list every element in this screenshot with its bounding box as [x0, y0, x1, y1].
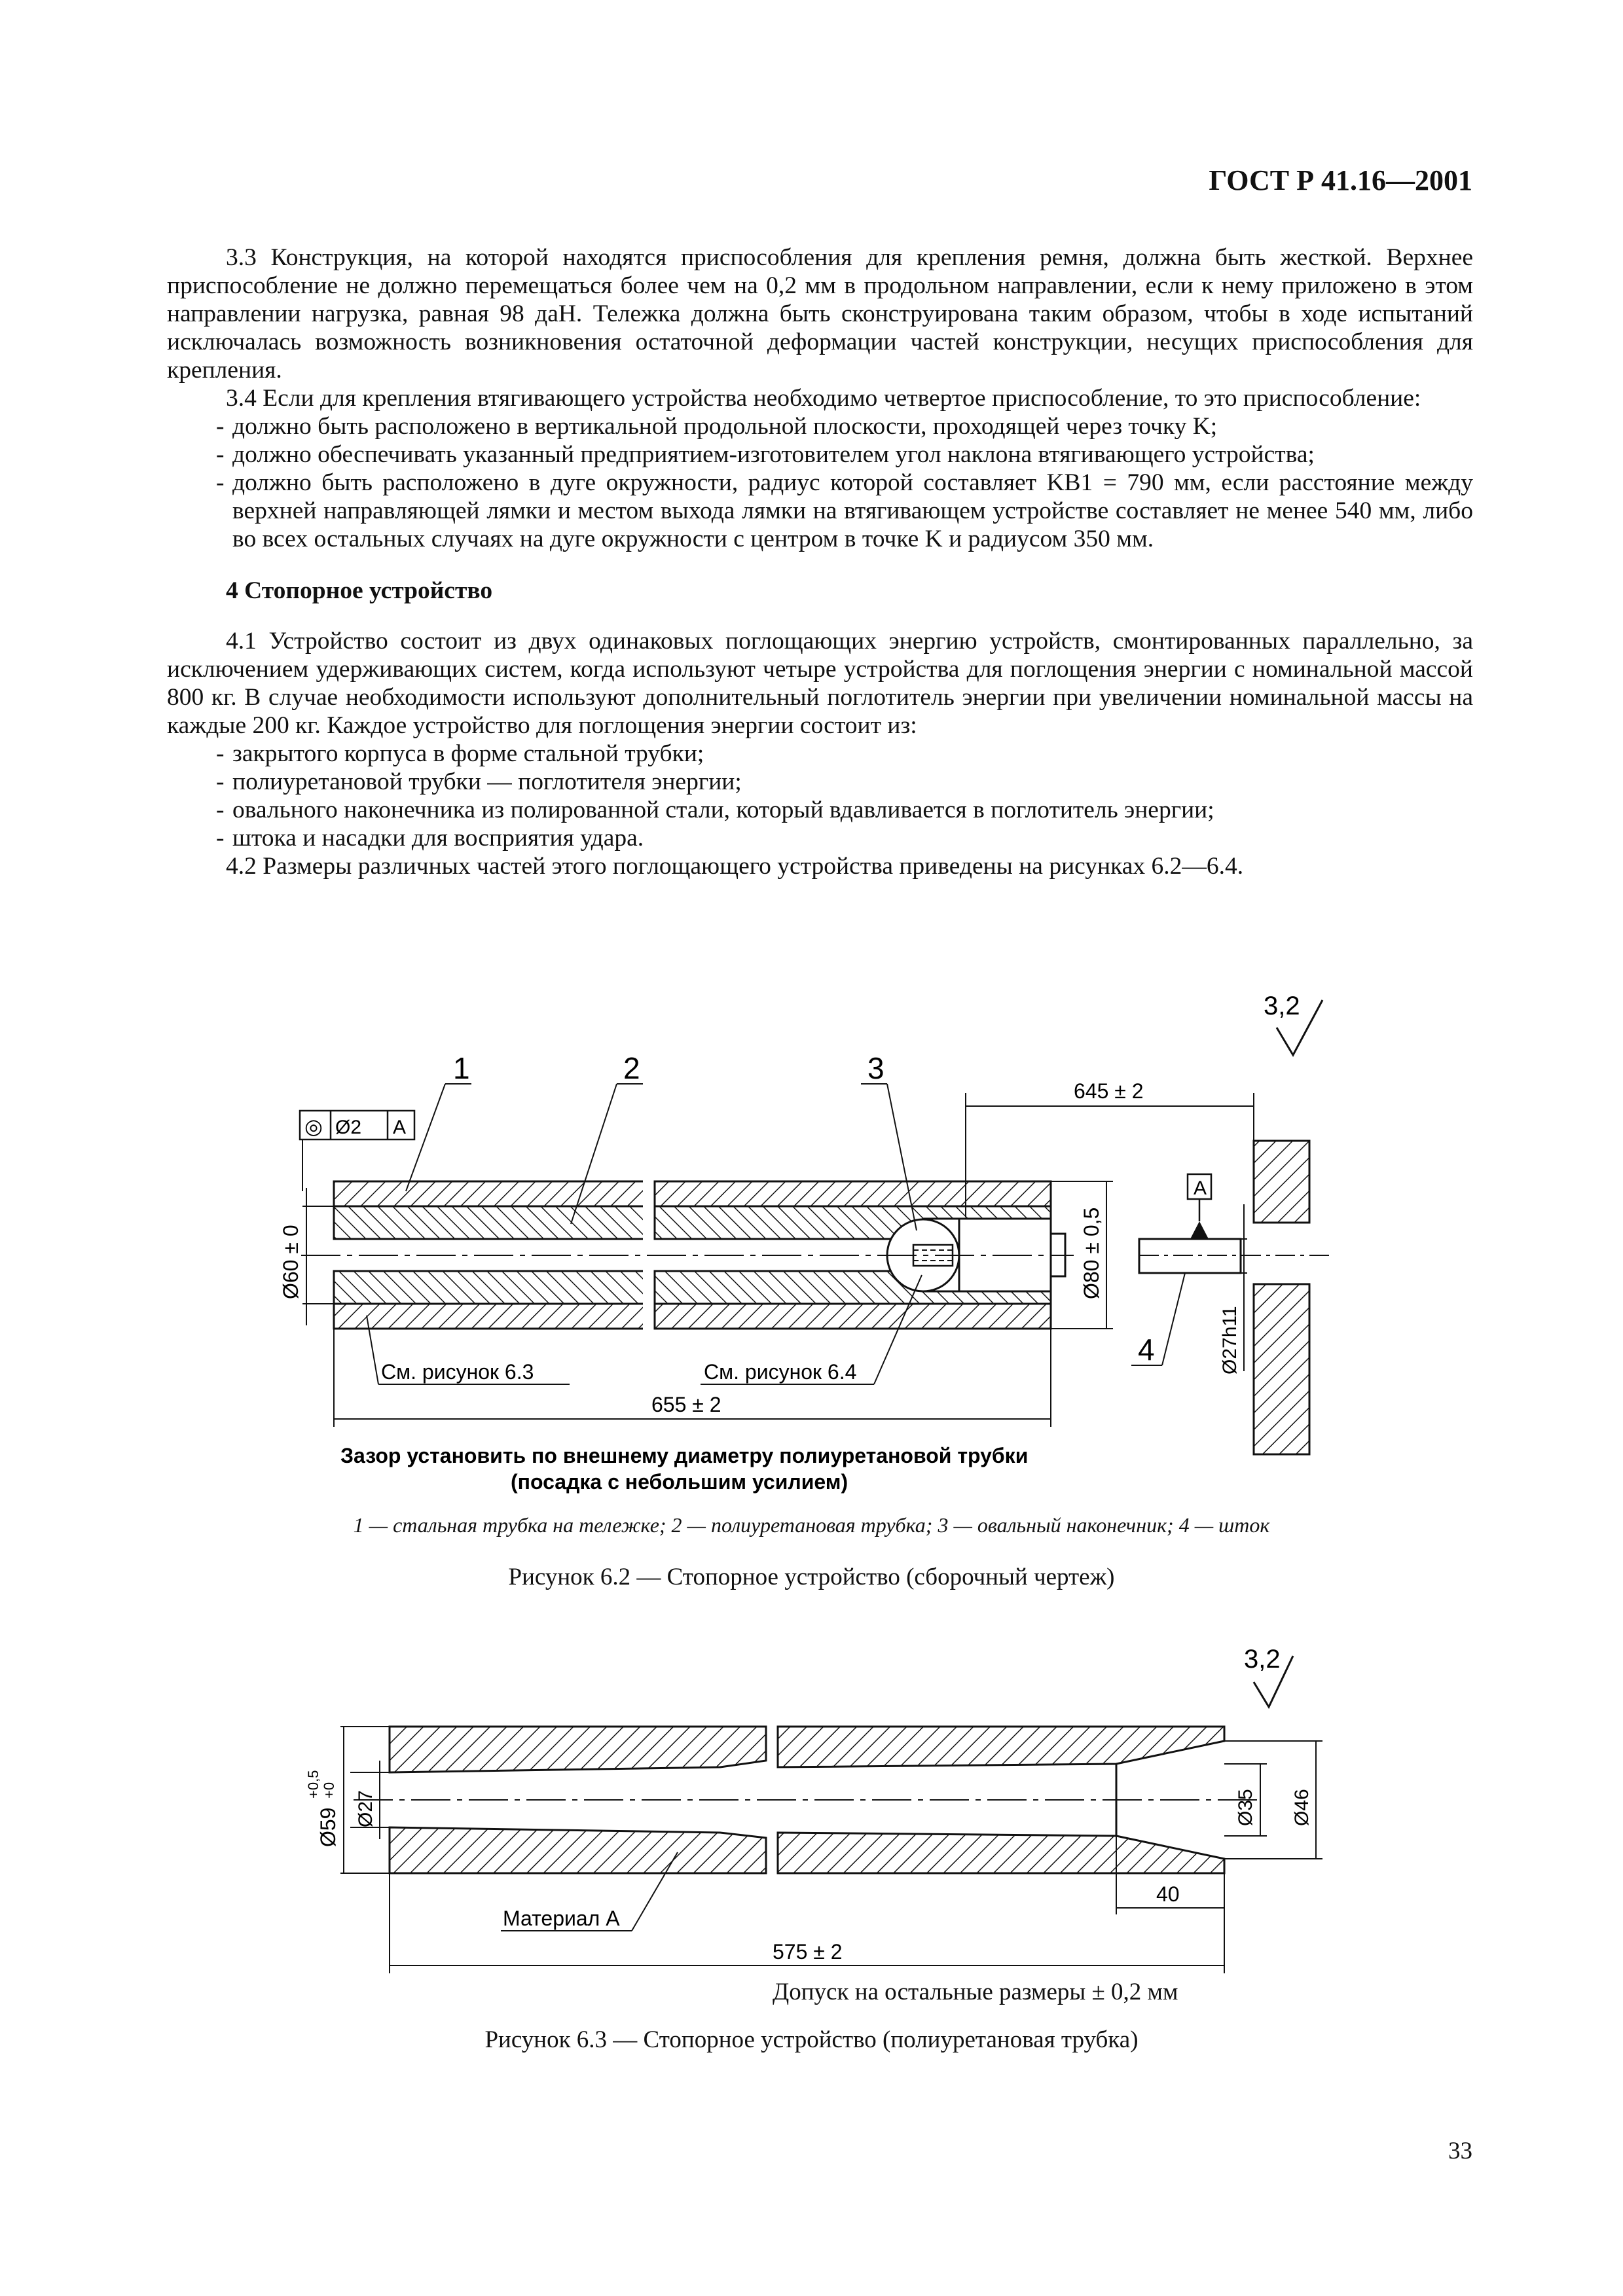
ref-fig-6-4: См. рисунок 6.4: [704, 1360, 857, 1384]
pu-tube-bot-right: [778, 1833, 1224, 1873]
roughness-mark: [1244, 1645, 1293, 1707]
assembly-note-line1: Зазор установить по внешнему диаметру полиуретановой трубки: [340, 1444, 1029, 1467]
callout-2: 2: [623, 1051, 640, 1085]
steel-tube-top-left: [334, 1181, 645, 1206]
dim-d59-tol-lower: +0: [321, 1782, 337, 1799]
assembly-note-line2: (посадка с небольшим усилием): [511, 1470, 848, 1494]
dim-d46: Ø46: [1291, 1789, 1313, 1826]
paragraph-4-1: 4.1 Устройство состоит из двух одинаковых поглощающих энергию устройств, смонтированных параллельно, за исключением удерживающих систем, когда используют четыре устройства для поглощения энергии с номинальной массой 800 кг. В случае необходимости используют дополнительный поглотитель энергии при увеличении номинальной массы на каждые 200 кг. Каждое устройство для поглощения энергии состоит из:: [167, 628, 1473, 739]
section-heading-4: 4 Стопорное устройство: [226, 577, 493, 604]
dim-d35: Ø35: [1235, 1789, 1256, 1826]
figure-6-3-caption: Рисунок 6.3 — Стопорное устройство (полиуретановая трубка): [484, 2026, 1139, 2053]
pu-tube-top-right: [778, 1727, 1224, 1767]
list-item: - штока и насадки для восприятия удара.: [216, 825, 644, 852]
figure-6-3-drawing: [0, 1623, 1623, 1977]
dim-d80: Ø80 ± 0,5: [1080, 1207, 1103, 1299]
figure-6-2-legend: 1 — стальная трубка на тележке; 2 — полиуретановая трубка; 3 — овальный наконечник; 4 — шток: [353, 1513, 1270, 1537]
wall-plate-bottom: [1254, 1284, 1309, 1454]
dim-575: 575 ± 2: [773, 1940, 843, 1964]
list-item: - должно обеспечивать указанный предприятием-изготовителем угол наклона втягивающего устройства;: [216, 441, 1315, 468]
steel-tube-bot-left: [334, 1304, 645, 1329]
figure-6-2-drawing: [0, 969, 1623, 1512]
pu-tube-top-left: [334, 1206, 645, 1239]
ref-fig-6-3: См. рисунок 6.3: [381, 1360, 534, 1384]
list-item: - овального наконечника из полированной стали, который вдавливается в поглотитель энергии;: [216, 797, 1214, 823]
dim-d27: Ø27: [355, 1790, 376, 1827]
pu-tube-top-left: [390, 1727, 766, 1772]
svg-text:◎: ◎: [304, 1115, 323, 1138]
document-header: ГОСТ Р 41.16—2001: [1209, 164, 1472, 196]
dim-d60: Ø60 ± 0: [279, 1225, 302, 1299]
list-item: - закрытого корпуса в форме стальной трубки;: [216, 740, 704, 767]
roughness-value: 3,2: [1244, 1645, 1281, 1674]
dim-40: 40: [1156, 1882, 1180, 1906]
dim-d59-tol-upper: +0,5: [305, 1770, 321, 1799]
pu-tube-bot-left: [390, 1827, 766, 1873]
paragraph-4-2: 4.2 Размеры различных частей этого поглощающего устройства приведены на рисунках 6.2—6.4.: [226, 853, 1244, 880]
figure-6-2-caption: Рисунок 6.2 — Стопорное устройство (сборочный чертеж): [508, 1564, 1115, 1590]
paragraph-3-4: 3.4 Если для крепления втягивающего устройства необходимо четвертое приспособление, то это приспособление:: [226, 385, 1421, 412]
page-number: 33: [1448, 2138, 1472, 2164]
list-item: - полиуретановой трубки — поглотителя энергии;: [216, 768, 742, 795]
dim-d27h11: Ø27h11: [1219, 1306, 1241, 1374]
list-item: - должно быть расположено в дуге окружности, радиус которой составляет KB1 = 790 мм, если расстояние между верхней направляющей лямки и местом выхода лямки на втягивающем устройстве составляет не менее 540 мм, либо во всех остальных случаях на дуге окружности с центром в точке K и радиусом 350 мм.: [216, 469, 1473, 552]
text-block-3: [167, 243, 1473, 880]
paragraph-3-3: 3.3 Конструкция, на которой находятся приспособления для крепления ремня, должна быть жесткой. Верхнее приспособление не должно перемещаться более чем на 0,2 мм в продольном направлении, если к нему приложено в этом направлении нагрузка, равная 98 даН. Тележка должна быть сконструирована таким образом, чтобы в ходе испытаний исключалась возможность возникновения остаточной деформации частей конструкции, несущих приспособления для крепления.: [167, 244, 1473, 384]
tolerance-frame: [300, 1111, 414, 1191]
roughness-value: 3,2: [1264, 992, 1300, 1020]
steel-tube-bot-right: [655, 1304, 1051, 1329]
svg-text:A: A: [393, 1117, 407, 1138]
dim-d59: Ø59: [316, 1807, 340, 1847]
pu-tube-bot-left: [334, 1271, 645, 1304]
material-label: Материал А: [503, 1907, 620, 1930]
callout-1: 1: [453, 1051, 470, 1085]
tolerance-note: Допуск на остальные размеры ± 0,2 мм: [773, 1979, 1178, 2005]
svg-text:Ø2: Ø2: [335, 1117, 362, 1138]
callout-3: 3: [867, 1051, 884, 1085]
dim-645: 645 ± 2: [1074, 1079, 1144, 1103]
dim-655: 655 ± 2: [651, 1393, 721, 1416]
wall-plate-top: [1254, 1141, 1309, 1223]
steel-tube-top-right: [655, 1181, 1051, 1206]
callout-4: 4: [1138, 1333, 1155, 1367]
datum-label: A: [1194, 1177, 1207, 1199]
roughness-mark: [1264, 992, 1322, 1055]
list-item: - должно быть расположено в вертикальной продольной плоскости, проходящей через точку K;: [216, 413, 1218, 440]
